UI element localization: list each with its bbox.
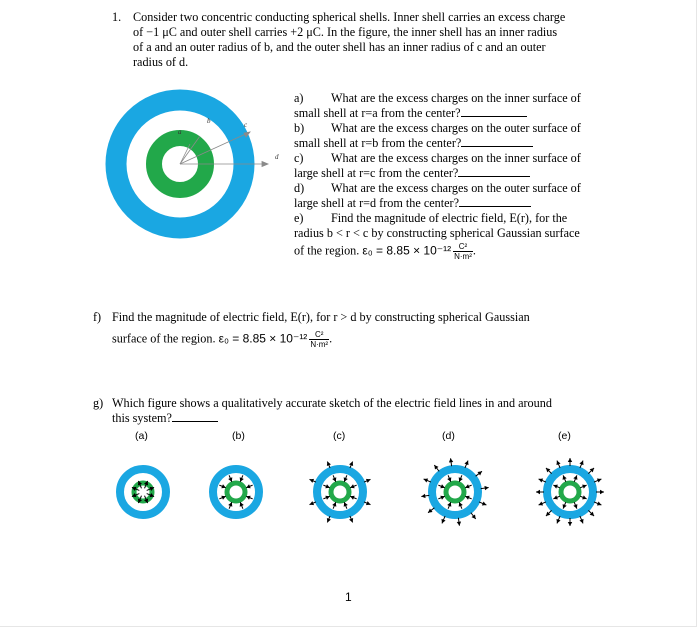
- part-f-line2: surface of the region. ε₀ = 8.85 × 10⁻¹² $\frac{\text{C²}}{\text{N·m²}}$ .: [112, 330, 333, 349]
- label-a: a: [178, 128, 182, 136]
- epsilon-constant-f: ε₀ = 8.85 × 10⁻¹²: [218, 331, 308, 346]
- part-e-line1: e) Find the magnitude of electric field, E(r), for the: [294, 211, 568, 225]
- inner-shell: [227, 483, 245, 501]
- option-figure-b: [206, 462, 266, 522]
- problem-number: 1.: [112, 10, 122, 24]
- page-number: 1: [345, 590, 352, 604]
- outer-shell: [317, 469, 363, 515]
- part-b-line2: small shell at r=b from the center?: [294, 136, 533, 151]
- inner-shell: [134, 483, 152, 501]
- part-f-label: f): [93, 310, 102, 324]
- option-figure-a: [113, 462, 173, 522]
- outer-shell: [213, 469, 259, 515]
- epsilon-constant-e: ε₀ = 8.85 × 10⁻¹²: [362, 243, 452, 258]
- inner-shell: [561, 483, 579, 501]
- intro-line-3: of a and an outer radius of b, and the outer shell has an inner radius of c and an outer: [133, 40, 546, 54]
- label-d: d: [275, 153, 279, 161]
- outer-shell: [547, 469, 593, 515]
- outer-shell: [120, 469, 166, 515]
- part-b-line1: b) What are the excess charges on the outer surface of: [294, 121, 581, 135]
- unit-fraction-f: $\frac{\text{C²}}{\text{N·m²}}$: [310, 330, 329, 349]
- option-figure-d: [425, 462, 485, 522]
- intro-line-4: radius of d.: [133, 55, 189, 69]
- option-label-a: (a): [135, 430, 148, 442]
- label-c: c: [244, 121, 248, 129]
- option-figure-e: [540, 462, 600, 522]
- inner-shell: [331, 483, 349, 501]
- part-c-line1: c) What are the excess charges on the inner surface of: [294, 151, 581, 165]
- part-a-line2: small shell at r=a from the center?: [294, 106, 527, 121]
- option-figure-c: [310, 462, 370, 522]
- part-g-line2: this system?: [112, 411, 218, 426]
- intro-line-1: Consider two concentric conducting spherical shells. Inner shell carries an excess charge: [133, 10, 566, 24]
- part-a-line1: a) What are the excess charges on the inner surface of: [294, 91, 581, 105]
- part-d-line1: d) What are the excess charges on the outer surface of: [294, 181, 581, 195]
- part-e-line3: of the region. ε₀ = 8.85 × 10⁻¹² $\frac{\text{C²}}{\text{N·m²}}$ .: [294, 242, 476, 261]
- inner-shell: [446, 483, 464, 501]
- option-label-e: (e): [558, 430, 571, 442]
- label-b: b: [207, 117, 211, 125]
- intro-line-2: of −1 μC and outer shell carries +2 μC. In the figure, the inner shell has an inner radius: [133, 25, 558, 39]
- part-d-line2: large shell at r=d from the center?: [294, 196, 531, 211]
- unit-fraction-e: $\frac{\text{C²}}{\text{N·m²}}$: [454, 242, 472, 261]
- part-e-line2: radius b < r < c by constructing spherical Gaussian surface: [294, 226, 580, 240]
- part-g-label: g): [93, 396, 104, 410]
- option-label-b: (b): [232, 430, 245, 442]
- part-c-line2: large shell at r=c from the center?: [294, 166, 530, 181]
- outer-shell: [432, 469, 478, 515]
- concentric-shells-diagram: [90, 80, 290, 250]
- part-f-line1: Find the magnitude of electric field, E(r), for r > d by constructing spherical Gaussian: [112, 310, 530, 324]
- option-label-d: (d): [442, 430, 455, 442]
- option-label-c: (c): [333, 430, 346, 442]
- part-g-line1: Which figure shows a qualitatively accurate sketch of the electric field lines in and around: [112, 396, 552, 410]
